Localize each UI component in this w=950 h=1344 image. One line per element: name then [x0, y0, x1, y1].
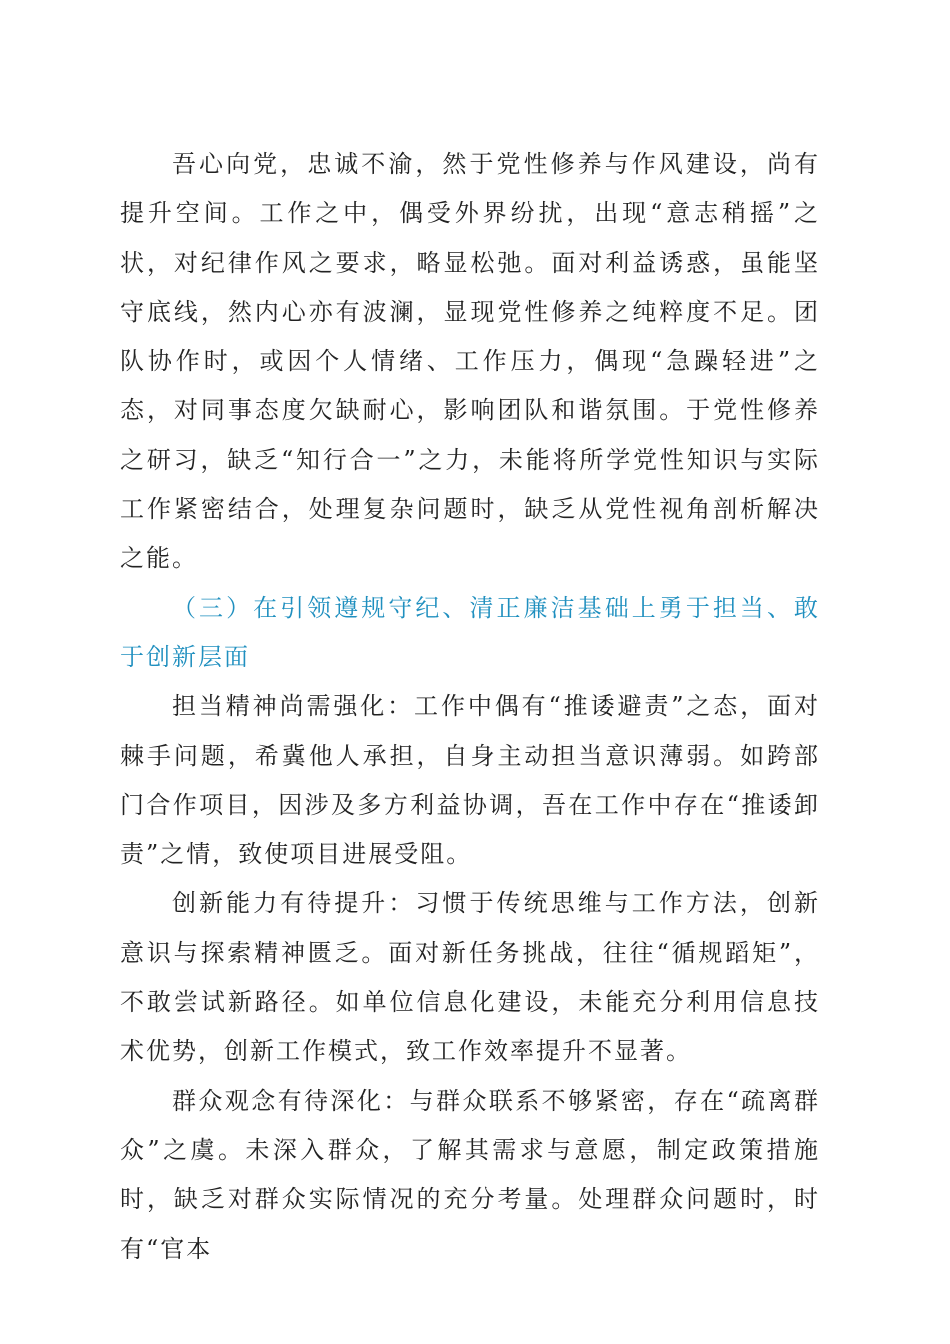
paragraph-party-spirit: 吾心向党，忠诚不渝，然于党性修养与作风建设，尚有提升空间。工作之中，偶受外界纷扰，出现“意志稍摇”之状，对纪律作风之要求，略显松弛。面对利益诱惑，虽能坚守底线，然内心亦有波澜，显现党性修养之纯粹度不足。团队协作时，或因个人情绪、工作压力，偶现“急躁轻进”之态，对同事态度欠缺耐心，影响团队和谐氛围。于党性修养之研习，缺乏“知行合一”之力，未能将所学党性知识与实际工作紧密结合，处理复杂问题时，缺乏从党性视角剖析解决之能。: [120, 150, 820, 573]
document-page: [120, 140, 820, 1274]
paragraph-mass-line: 群众观念有待深化：与群众联系不够紧密，存在“疏离群众”之虞。未深入群众，了解其需求与意愿，制定政策措施时，缺乏对群众实际情况的充分考量。处理群众问题时，时有“官本: [120, 1086, 820, 1263]
section-heading-three: （三）在引领遵规守纪、清正廉洁基础上勇于担当、敢于创新层面: [120, 593, 820, 671]
paragraph-innovation: 创新能力有待提升：习惯于传统思维与工作方法，创新意识与探索精神匮乏。面对新任务挑战，往往“循规蹈矩”，不敢尝试新路径。如单位信息化建设，未能充分利用信息技术优势，创新工作模式，致工作效率提升不显著。: [120, 889, 820, 1066]
paragraph-responsibility: 担当精神尚需强化：工作中偶有“推诿避责”之态，面对棘手问题，希冀他人承担，自身主动担当意识薄弱。如跨部门合作项目，因涉及多方利益协调，吾在工作中存在“推诿卸责”之情，致使项目进展受阻。: [120, 692, 820, 869]
